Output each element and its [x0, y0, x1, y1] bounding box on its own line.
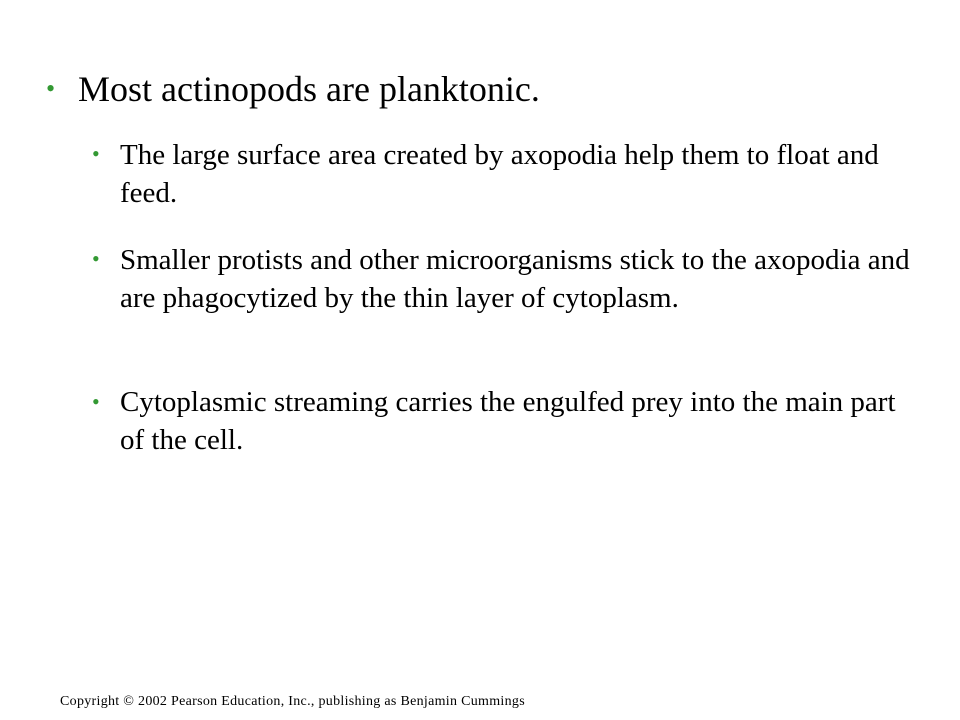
sub-point-phagocytosis: Smaller protists and other microorganisms stick to the axopodia and are phagocytized by the thin layer of cytoplasm. — [120, 244, 910, 314]
bullet-icon: • — [92, 141, 100, 166]
sub-point-streaming: Cytoplasmic streaming carries the engulfed prey into the main part of the cell. — [120, 386, 896, 456]
bullet-icon: • — [92, 246, 100, 271]
bullet-icon: • — [46, 74, 56, 103]
sub-point-surface-area: The large surface area created by axopodia help them to float and feed. — [120, 139, 879, 209]
copyright-footer: Copyright © 2002 Pearson Education, Inc., publishing as Benjamin Cummings — [60, 694, 525, 709]
bullet-icon: • — [92, 389, 100, 414]
main-point: Most actinopods are planktonic. — [78, 69, 540, 109]
